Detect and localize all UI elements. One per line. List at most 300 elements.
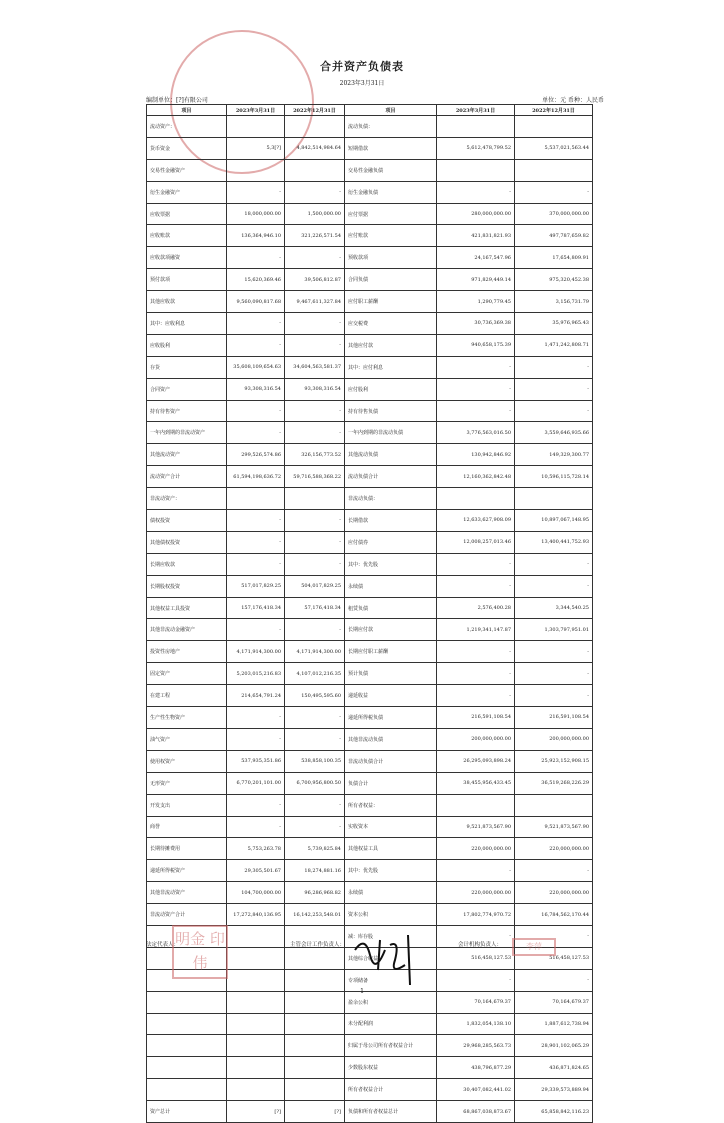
value-cell: 130,942,846.92 xyxy=(437,444,515,466)
row-label-cell: 在建工程 xyxy=(147,685,227,707)
value-cell: - xyxy=(227,531,285,553)
table-row xyxy=(147,531,593,553)
value-cell: 15,620,369.46 xyxy=(227,269,285,291)
value-cell: 1,832,054,138.10 xyxy=(437,1013,515,1035)
row-label-cell: 一年内到期的非流动负债 xyxy=(345,422,437,444)
header-cell: 2022年12月31日 xyxy=(285,105,345,116)
row-label-cell: 非流动负债合计 xyxy=(345,750,437,772)
row-label-cell: 其他权益工具 xyxy=(345,838,437,860)
page-title: 合并资产负债表 xyxy=(320,60,404,73)
row-label-cell: 其中：应付利息 xyxy=(345,356,437,378)
table-row xyxy=(147,225,593,247)
value-cell: - xyxy=(227,619,285,641)
row-label-cell: 应付账款 xyxy=(345,225,437,247)
value-cell: 70,164,679.37 xyxy=(437,991,515,1013)
value-cell xyxy=(227,488,285,510)
value-cell: 438,796,877.29 xyxy=(437,1057,515,1079)
row-label-cell: 应付债券 xyxy=(345,531,437,553)
table-row xyxy=(147,116,593,138)
value-cell: - xyxy=(227,247,285,269)
value-cell: 2,576,400.28 xyxy=(437,597,515,619)
value-cell: 104,700,000.00 xyxy=(227,882,285,904)
value-cell xyxy=(437,794,515,816)
table-row xyxy=(147,1101,593,1123)
value-cell: 200,000,000.00 xyxy=(437,728,515,750)
value-cell: - xyxy=(437,641,515,663)
value-cell: 1,290,779.45 xyxy=(437,291,515,313)
row-label-cell: 流动资产合计 xyxy=(147,466,227,488)
value-cell xyxy=(285,159,345,181)
row-label-cell: 递延所得税资产 xyxy=(147,860,227,882)
header-cell: 项目 xyxy=(345,105,437,116)
row-label-cell: 应收账款 xyxy=(147,225,227,247)
value-cell: - xyxy=(285,181,345,203)
accounting-head-label: 主管会计工作负责人： xyxy=(290,942,346,948)
row-label-cell: 减：库存股 xyxy=(345,925,437,947)
value-cell: 39,506,812.87 xyxy=(285,269,345,291)
value-cell xyxy=(227,1057,285,1079)
value-cell xyxy=(285,116,345,138)
table-row xyxy=(147,575,593,597)
header-cell: 2023年3月31日 xyxy=(227,105,285,116)
value-cell: - xyxy=(437,356,515,378)
value-cell: 16,784,562,170.44 xyxy=(515,904,593,926)
value-cell: - xyxy=(227,422,285,444)
table-row xyxy=(147,356,593,378)
value-cell: - xyxy=(437,925,515,947)
row-label-cell xyxy=(147,1057,227,1079)
value-cell: 9,521,873,567.90 xyxy=(515,816,593,838)
value-cell xyxy=(515,488,593,510)
row-label-cell: 非流动负债： xyxy=(345,488,437,510)
value-cell: 299,526,574.86 xyxy=(227,444,285,466)
row-label-cell: 交易性金融负债 xyxy=(345,159,437,181)
value-cell: - xyxy=(285,816,345,838)
unit-label: 单位：元 币种：人民币 xyxy=(542,97,604,104)
value-cell: - xyxy=(515,925,593,947)
value-cell: - xyxy=(227,553,285,575)
value-cell: - xyxy=(515,181,593,203)
row-label-cell: 其他非流动资产 xyxy=(147,882,227,904)
value-cell: - xyxy=(285,247,345,269)
table-row xyxy=(147,707,593,729)
row-label-cell: 未分配利润 xyxy=(345,1013,437,1035)
row-label-cell: 少数股东权益 xyxy=(345,1057,437,1079)
value-cell xyxy=(285,1079,345,1101)
header-cell: 2022年12月31日 xyxy=(515,105,593,116)
value-cell: 157,176,418.34 xyxy=(227,597,285,619)
value-cell xyxy=(227,116,285,138)
value-cell: - xyxy=(227,510,285,532)
value-cell: - xyxy=(285,553,345,575)
row-label-cell: 商誉 xyxy=(147,816,227,838)
table-row xyxy=(147,159,593,181)
value-cell: - xyxy=(437,663,515,685)
value-cell: - xyxy=(285,422,345,444)
row-label-cell: 长期应付职工薪酬 xyxy=(345,641,437,663)
row-label-cell: 一年内到期的非流动资产 xyxy=(147,422,227,444)
value-cell: 321,226,571.54 xyxy=(285,225,345,247)
table-row xyxy=(147,838,593,860)
value-cell: 5,753,263.78 xyxy=(227,838,285,860)
value-cell: 17,802,774,970.72 xyxy=(437,904,515,926)
company-label: 编制单位：[?]有限公司 xyxy=(146,97,208,104)
row-label-cell: 其他应收款 xyxy=(147,291,227,313)
row-label-cell: 持有待售负债 xyxy=(345,400,437,422)
table-row xyxy=(147,137,593,159)
value-cell: 504,017,829.25 xyxy=(285,575,345,597)
value-cell xyxy=(515,794,593,816)
value-cell: - xyxy=(227,334,285,356)
value-cell: - xyxy=(515,356,593,378)
row-label-cell: 长期应付款 xyxy=(345,619,437,641)
row-label-cell: 交易性金融资产 xyxy=(147,159,227,181)
table-row xyxy=(147,794,593,816)
row-label-cell: 负债合计 xyxy=(345,772,437,794)
row-label-cell: 存货 xyxy=(147,356,227,378)
value-cell: 5,739,825.84 xyxy=(285,838,345,860)
table-row xyxy=(147,400,593,422)
value-cell: - xyxy=(515,663,593,685)
value-cell: 70,164,679.37 xyxy=(515,991,593,1013)
row-label-cell: 应付票据 xyxy=(345,203,437,225)
table-row xyxy=(147,772,593,794)
row-label-cell: 其他债权投资 xyxy=(147,531,227,553)
value-cell: 35,608,109,654.63 xyxy=(227,356,285,378)
value-cell: 537,935,351.86 xyxy=(227,750,285,772)
value-cell: - xyxy=(227,181,285,203)
row-label-cell: 长期应收款 xyxy=(147,553,227,575)
row-label-cell: 永续债 xyxy=(345,575,437,597)
value-cell: 24,167,547.96 xyxy=(437,247,515,269)
value-cell: 216,591,108.54 xyxy=(437,707,515,729)
report-date: 2023年3月31日 xyxy=(339,80,385,87)
table-row xyxy=(147,1057,593,1079)
value-cell: 34,604,563,581.37 xyxy=(285,356,345,378)
value-cell: 9,467,611,327.84 xyxy=(285,291,345,313)
value-cell: 150,495,595.60 xyxy=(285,685,345,707)
row-label-cell: 应交税费 xyxy=(345,313,437,335)
value-cell: - xyxy=(515,378,593,400)
value-cell: 370,000,000.00 xyxy=(515,203,593,225)
value-cell: - xyxy=(285,313,345,335)
row-label-cell: 应收票据 xyxy=(147,203,227,225)
table-row xyxy=(147,334,593,356)
row-label-cell: 债权投资 xyxy=(147,510,227,532)
value-cell: 216,591,108.54 xyxy=(515,707,593,729)
table-row xyxy=(147,597,593,619)
table-row xyxy=(147,1079,593,1101)
value-cell: - xyxy=(285,531,345,553)
value-cell: 214,654,791.24 xyxy=(227,685,285,707)
value-cell: - xyxy=(227,816,285,838)
value-cell: - xyxy=(515,860,593,882)
table-row xyxy=(147,728,593,750)
row-label-cell: 货币资金 xyxy=(147,137,227,159)
value-cell: 65,858,842,116.23 xyxy=(515,1101,593,1123)
value-cell: 4,842,514,984.64 xyxy=(285,137,345,159)
row-label-cell: 流动负债： xyxy=(345,116,437,138)
row-label-cell: 实收资本 xyxy=(345,816,437,838)
row-label-cell: 非流动资产： xyxy=(147,488,227,510)
value-cell: 1,887,612,738.94 xyxy=(515,1013,593,1035)
row-label-cell: 所有者权益合计 xyxy=(345,1079,437,1101)
value-cell: 497,787,659.82 xyxy=(515,225,593,247)
value-cell: - xyxy=(285,707,345,729)
value-cell: 30,407,082,441.02 xyxy=(437,1079,515,1101)
value-cell: - xyxy=(285,400,345,422)
table-row xyxy=(147,619,593,641)
value-cell: 68,867,038,873.67 xyxy=(437,1101,515,1123)
value-cell: 18,274,881.16 xyxy=(285,860,345,882)
row-label-cell: 资产总计 xyxy=(147,1101,227,1123)
value-cell: 10,897,067,148.95 xyxy=(515,510,593,532)
value-cell: 220,000,000.00 xyxy=(515,882,593,904)
value-cell: 12,160,362,842.48 xyxy=(437,466,515,488)
value-cell: 12,633,627,908.09 xyxy=(437,510,515,532)
value-cell: - xyxy=(515,400,593,422)
value-cell: 326,156,773.52 xyxy=(285,444,345,466)
value-cell: - xyxy=(227,400,285,422)
row-label-cell: 资本公积 xyxy=(345,904,437,926)
handwritten-signature xyxy=(350,930,420,990)
value-cell: [?] xyxy=(227,1101,285,1123)
value-cell: 3,156,731.79 xyxy=(515,291,593,313)
value-cell xyxy=(515,116,593,138)
row-label-cell: 合同负债 xyxy=(345,269,437,291)
table-row xyxy=(147,641,593,663)
row-label-cell: 其中：应收利息 xyxy=(147,313,227,335)
value-cell: - xyxy=(227,707,285,729)
value-cell xyxy=(285,1035,345,1057)
value-cell: - xyxy=(285,728,345,750)
value-cell: - xyxy=(515,641,593,663)
accounting-dept-seal: 李萍 xyxy=(512,938,556,956)
value-cell: 18,000,000.00 xyxy=(227,203,285,225)
value-cell: 971,829,449.14 xyxy=(437,269,515,291)
value-cell: 1,500,000.00 xyxy=(285,203,345,225)
row-label-cell: 长期待摊费用 xyxy=(147,838,227,860)
value-cell: 5,612,478,799.52 xyxy=(437,137,515,159)
table-row xyxy=(147,663,593,685)
row-label-cell: 归属于母公司所有者权益合计 xyxy=(345,1035,437,1057)
value-cell: - xyxy=(437,378,515,400)
row-label-cell: 持有待售资产 xyxy=(147,400,227,422)
value-cell: 516,458,127.53 xyxy=(515,947,593,969)
value-cell: 6,770,201,101.00 xyxy=(227,772,285,794)
row-label-cell: 应付股利 xyxy=(345,378,437,400)
table-row xyxy=(147,378,593,400)
value-cell: - xyxy=(227,728,285,750)
value-cell: 149,329,300.77 xyxy=(515,444,593,466)
row-label-cell: 其中：优先股 xyxy=(345,553,437,575)
value-cell: 3,559,646,935.66 xyxy=(515,422,593,444)
value-cell: 26,295,093,898.24 xyxy=(437,750,515,772)
row-label-cell: 长期股权投资 xyxy=(147,575,227,597)
value-cell: 220,000,000.00 xyxy=(437,838,515,860)
row-label-cell: 油气资产 xyxy=(147,728,227,750)
value-cell: 516,458,127.53 xyxy=(437,947,515,969)
value-cell: 940,658,175.39 xyxy=(437,334,515,356)
row-label-cell: 非流动资产合计 xyxy=(147,904,227,926)
value-cell: 517,017,829.25 xyxy=(227,575,285,597)
row-label-cell: 负债和所有者权益总计 xyxy=(345,1101,437,1123)
table-row xyxy=(147,860,593,882)
value-cell xyxy=(285,1057,345,1079)
row-label-cell: 其他非流动金融资产 xyxy=(147,619,227,641)
value-cell: 30,736,369.38 xyxy=(437,313,515,335)
row-label-cell: 衍生金融负债 xyxy=(345,181,437,203)
row-label-cell: 其他权益工具投资 xyxy=(147,597,227,619)
value-cell: - xyxy=(437,969,515,991)
row-label-cell xyxy=(147,1035,227,1057)
row-label-cell: 其他流动负债 xyxy=(345,444,437,466)
value-cell: 5,203,015,216.83 xyxy=(227,663,285,685)
row-label-cell: 盈余公积 xyxy=(345,991,437,1013)
table-row xyxy=(147,269,593,291)
value-cell: 29,968,285,563.73 xyxy=(437,1035,515,1057)
row-label-cell: 租赁负债 xyxy=(345,597,437,619)
value-cell: 61,594,198,636.72 xyxy=(227,466,285,488)
value-cell xyxy=(437,488,515,510)
table-row xyxy=(147,750,593,772)
table-row xyxy=(147,313,593,335)
value-cell xyxy=(285,947,345,969)
value-cell: 93,308,316.54 xyxy=(227,378,285,400)
value-cell: 220,000,000.00 xyxy=(515,838,593,860)
row-label-cell: 其中：优先股 xyxy=(345,860,437,882)
row-label-cell: 投资性房地产 xyxy=(147,641,227,663)
value-cell: 29,339,573,889.94 xyxy=(515,1079,593,1101)
value-cell: 436,871,824.65 xyxy=(515,1057,593,1079)
value-cell: 3,344,540.25 xyxy=(515,597,593,619)
row-label-cell: 递延收益 xyxy=(345,685,437,707)
value-cell: 12,008,257,013.46 xyxy=(437,531,515,553)
value-cell: 1,471,242,808.71 xyxy=(515,334,593,356)
header-cell: 2023年3月31日 xyxy=(437,105,515,116)
row-label-cell: 无形资产 xyxy=(147,772,227,794)
table-row xyxy=(147,291,593,313)
row-label-cell: 应收款项融资 xyxy=(147,247,227,269)
row-label-cell: 其他流动资产 xyxy=(147,444,227,466)
value-cell xyxy=(227,925,285,947)
value-cell: - xyxy=(227,794,285,816)
value-cell: 16,142,253,548.01 xyxy=(285,904,345,926)
page-number: 1 xyxy=(360,988,364,995)
table-header-row xyxy=(147,105,593,116)
value-cell: - xyxy=(515,575,593,597)
row-label-cell: 其他应付款 xyxy=(345,334,437,356)
value-cell: - xyxy=(437,400,515,422)
value-cell: 9,560,090,817.68 xyxy=(227,291,285,313)
value-cell: 93,308,316.54 xyxy=(285,378,345,400)
value-cell: - xyxy=(515,969,593,991)
value-cell: 421,831,821.93 xyxy=(437,225,515,247)
value-cell: 36,519,268,226.29 xyxy=(515,772,593,794)
row-label-cell: 使用权资产 xyxy=(147,750,227,772)
value-cell: 5,537,021,563.44 xyxy=(515,137,593,159)
row-label-cell: 生产性生物资产 xyxy=(147,707,227,729)
value-cell: - xyxy=(437,553,515,575)
value-cell xyxy=(437,159,515,181)
legal-representative-label: 法定代表人： xyxy=(146,942,180,948)
table-row xyxy=(147,904,593,926)
table-row xyxy=(147,882,593,904)
value-cell: 35,976,965.43 xyxy=(515,313,593,335)
value-cell: 96,286,968.82 xyxy=(285,882,345,904)
row-label-cell: 应收股利 xyxy=(147,334,227,356)
value-cell: 13,400,441,752.93 xyxy=(515,531,593,553)
value-cell: - xyxy=(285,334,345,356)
value-cell: - xyxy=(437,575,515,597)
value-cell: - xyxy=(515,685,593,707)
value-cell: - xyxy=(285,619,345,641)
value-cell: 4,107,012,216.35 xyxy=(285,663,345,685)
table-row xyxy=(147,1035,593,1057)
value-cell xyxy=(227,1079,285,1101)
row-label-cell: 开发支出 xyxy=(147,794,227,816)
value-cell: 4,171,914,300.00 xyxy=(285,641,345,663)
table-row xyxy=(147,181,593,203)
value-cell: 4,171,914,300.00 xyxy=(227,641,285,663)
value-cell: 538,858,100.35 xyxy=(285,750,345,772)
value-cell: 57,176,418.34 xyxy=(285,597,345,619)
value-cell: - xyxy=(285,510,345,532)
value-cell: 200,000,000.00 xyxy=(515,728,593,750)
row-label-cell: 预收款项 xyxy=(345,247,437,269)
row-label-cell: 流动负债合计 xyxy=(345,466,437,488)
table-row xyxy=(147,685,593,707)
value-cell: - xyxy=(437,181,515,203)
row-label-cell: 长期借款 xyxy=(345,510,437,532)
value-cell: 38,455,956,433.45 xyxy=(437,772,515,794)
value-cell: 1,219,341,147.87 xyxy=(437,619,515,641)
row-label-cell: 应付职工薪酬 xyxy=(345,291,437,313)
row-label-cell: 永续债 xyxy=(345,882,437,904)
legal-rep-seal: 明金 印伟 xyxy=(172,925,228,979)
value-cell: 6,700,956,800.50 xyxy=(285,772,345,794)
value-cell: 10,596,115,728.14 xyxy=(515,466,593,488)
value-cell: 5,3[?] xyxy=(227,137,285,159)
value-cell xyxy=(227,1035,285,1057)
value-cell: - xyxy=(515,553,593,575)
value-cell: 59,716,588,368.22 xyxy=(285,466,345,488)
value-cell xyxy=(285,488,345,510)
table-row xyxy=(147,203,593,225)
value-cell: [?] xyxy=(285,1101,345,1123)
value-cell: - xyxy=(437,685,515,707)
value-cell: 17,272,840,136.95 xyxy=(227,904,285,926)
row-label-cell: 其他综合收益 xyxy=(345,947,437,969)
table-row xyxy=(147,466,593,488)
value-cell xyxy=(227,159,285,181)
row-label-cell: 预计负债 xyxy=(345,663,437,685)
value-cell: 136,364,946.10 xyxy=(227,225,285,247)
row-label-cell: 其他非流动负债 xyxy=(345,728,437,750)
value-cell: - xyxy=(285,794,345,816)
value-cell: 1,303,797,951.01 xyxy=(515,619,593,641)
row-label-cell xyxy=(147,1079,227,1101)
value-cell: 28,901,102,065.29 xyxy=(515,1035,593,1057)
table-row xyxy=(147,444,593,466)
row-label-cell: 预付款项 xyxy=(147,269,227,291)
row-label-cell: 衍生金融资产 xyxy=(147,181,227,203)
row-label-cell: 固定资产 xyxy=(147,663,227,685)
row-label-cell: 短期借款 xyxy=(345,137,437,159)
row-label-cell: 合同资产 xyxy=(147,378,227,400)
value-cell xyxy=(515,159,593,181)
value-cell: 280,000,000.00 xyxy=(437,203,515,225)
